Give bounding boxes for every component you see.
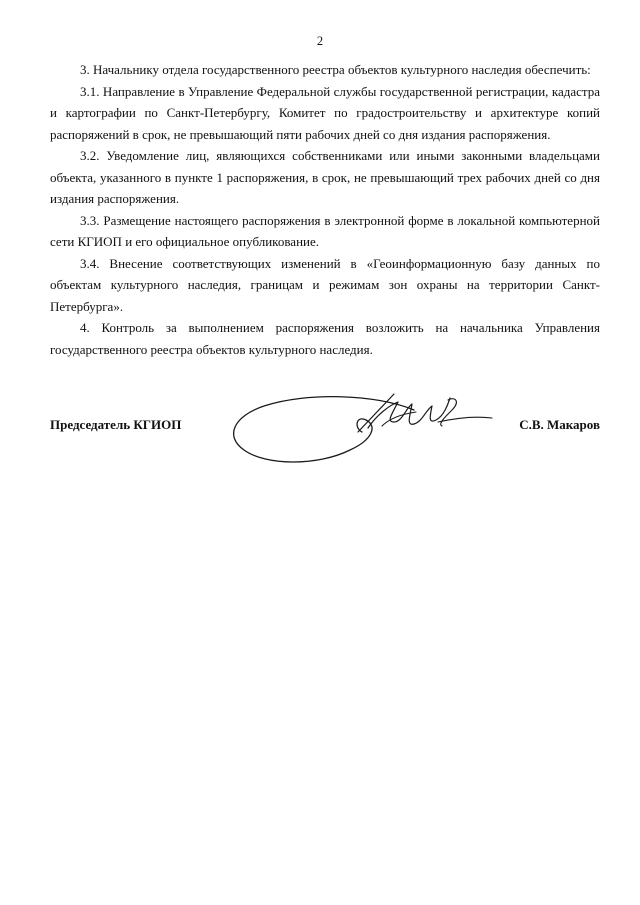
handwritten-signature <box>226 388 496 478</box>
signatory-name: С.В. Макаров <box>519 417 600 432</box>
paragraph-3-3: 3.3. Размещение настоящего распоряжения в электронной форме в локальной компьютерной сети КГИОП и его официальное опубликование. <box>50 212 600 249</box>
paragraph-4: 4. Контроль за выполнением распоряжения возложить на начальника Управления государственного реестра объектов культурного наследия. <box>50 320 600 357</box>
paragraph-3-1: 3.1. Направление в Управление Федеральной службы государственной регистрации, кадастра и картографии по Санкт-Петербургу, Комитет по градостроительству и архитектуре копий распоряжений в срок, не превышающий пяти рабочих дней со дня издания распоряжения. <box>50 83 600 142</box>
document-body <box>50 59 600 360</box>
signatory-title: Председатель КГИОП <box>50 417 182 432</box>
paragraph-3-4: 3.4. Внесение соответствующих изменений в «Геоинформационную базу данных по объектам культурного наследия, границам и режимам зон охраны на территории Санкт-Петербурга». <box>50 255 600 314</box>
paragraph-3-2: 3.2. Уведомление лиц, являющихся собственниками или иными законными владельцами объекта, указанного в пункте 1 распоряжения, в срок, не превышающий трех рабочих дней со дня издания распоряжения. <box>50 148 600 206</box>
page-number: 2 <box>316 34 324 48</box>
paragraph-3: 3. Начальнику отдела государственного реестра объектов культурного наследия обеспечить: <box>80 62 591 77</box>
